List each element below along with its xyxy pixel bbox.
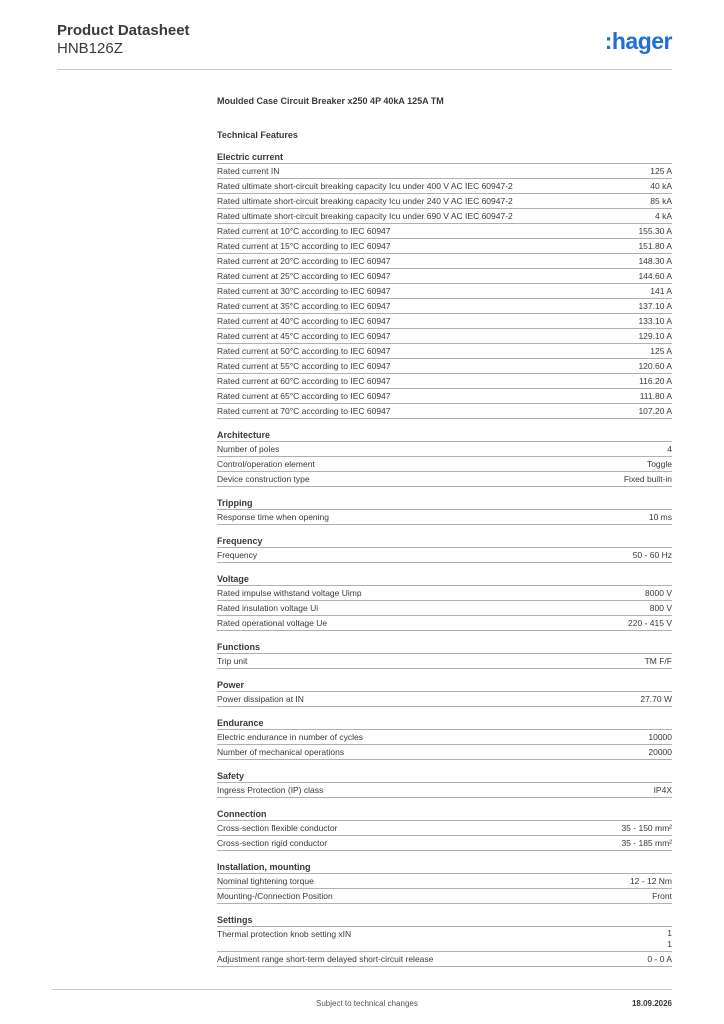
feature-label: Nominal tightening torque xyxy=(217,876,314,886)
feature-value-line: Fixed built-in xyxy=(623,474,672,484)
feature-row xyxy=(217,783,672,798)
feature-row xyxy=(217,194,672,209)
section-frequency xyxy=(217,534,672,563)
feature-row xyxy=(217,254,672,269)
feature-value-line: 151.80 A xyxy=(638,241,672,251)
feature-value-line: 35 - 150 mm² xyxy=(621,823,672,833)
feature-value-line: 137.10 A xyxy=(638,301,672,311)
section-title: Functions xyxy=(217,640,672,654)
feature-value-line: 1 xyxy=(667,939,672,949)
feature-row xyxy=(217,601,672,616)
feature-value xyxy=(638,359,672,373)
section-architecture xyxy=(217,428,672,487)
feature-label: Rated current at 45°C according to IEC 60947 xyxy=(217,331,391,341)
feature-row xyxy=(217,586,672,601)
feature-value xyxy=(638,254,672,268)
feature-value-line: 40 kA xyxy=(650,181,672,191)
feature-value-line: 125 A xyxy=(650,346,672,356)
feature-label: Rated current at 55°C according to IEC 60947 xyxy=(217,361,391,371)
feature-label: Rated ultimate short-circuit breaking capacity Icu under 400 V AC IEC 60947-2 xyxy=(217,181,513,191)
feature-row xyxy=(217,510,672,525)
feature-label: Rated current at 10°C according to IEC 60947 xyxy=(217,226,391,236)
feature-value-line: 155.30 A xyxy=(638,226,672,236)
feature-row xyxy=(217,692,672,707)
feature-label: Rated current at 50°C according to IEC 60947 xyxy=(217,346,391,356)
product-name: Moulded Case Circuit Breaker x250 4P 40kA 125A TM xyxy=(217,96,444,106)
feature-row xyxy=(217,404,672,419)
feature-label: Number of mechanical operations xyxy=(217,747,345,757)
feature-row xyxy=(217,616,672,631)
feature-value xyxy=(650,179,672,193)
feature-label: Electric endurance in number of cycles xyxy=(217,732,363,742)
section-voltage xyxy=(217,572,672,631)
feature-row xyxy=(217,284,672,299)
feature-row xyxy=(217,224,672,239)
feature-label: Power dissipation at IN xyxy=(217,694,304,704)
feature-value-line: 220 - 415 V xyxy=(628,618,672,628)
section-endurance xyxy=(217,716,672,760)
feature-value-line: 85 kA xyxy=(650,196,672,206)
feature-value xyxy=(638,224,672,238)
feature-label: Mounting-/Connection Position xyxy=(217,891,333,901)
section-tripping xyxy=(217,496,672,525)
feature-row xyxy=(217,209,672,224)
feature-value xyxy=(638,269,672,283)
section-title: Endurance xyxy=(217,716,672,730)
feature-value-line: 141 A xyxy=(650,286,672,296)
feature-value-line: 133.10 A xyxy=(638,316,672,326)
feature-value-line: Toggle xyxy=(646,459,672,469)
feature-value xyxy=(645,586,672,600)
feature-label: Rated insulation voltage Ui xyxy=(217,603,319,613)
feature-value-line: IP4X xyxy=(653,785,672,795)
feature-label: Rated current IN xyxy=(217,166,280,176)
feature-row xyxy=(217,821,672,836)
feature-value xyxy=(652,889,672,903)
feature-value-line: 111.80 A xyxy=(639,391,672,401)
document-header xyxy=(57,22,672,70)
feature-value xyxy=(639,374,672,388)
section-electric-current xyxy=(217,150,672,419)
technical-features-heading: Technical Features xyxy=(217,130,298,140)
feature-row xyxy=(217,889,672,904)
feature-label: Rated current at 70°C according to IEC 60947 xyxy=(217,406,391,416)
feature-row xyxy=(217,329,672,344)
feature-value xyxy=(640,389,672,403)
feature-row xyxy=(217,442,672,457)
feature-value-line: 125 A xyxy=(650,166,672,176)
section-functions xyxy=(217,640,672,669)
feature-value-line: 10 ms xyxy=(648,512,672,522)
feature-value-line: 107.20 A xyxy=(638,406,672,416)
feature-value xyxy=(650,344,672,358)
feature-label: Rated ultimate short-circuit breaking capacity Icu under 240 V AC IEC 60947-2 xyxy=(217,196,513,206)
feature-row xyxy=(217,299,672,314)
feature-label: Number of poles xyxy=(217,444,280,454)
feature-label: Cross-section rigid conductor xyxy=(217,838,328,848)
section-title: Installation, mounting xyxy=(217,860,672,874)
feature-value xyxy=(647,952,672,966)
feature-label: Thermal protection knob setting xIN xyxy=(217,929,352,939)
feature-row xyxy=(217,548,672,563)
feature-value-line: 148.30 A xyxy=(638,256,672,266)
feature-value xyxy=(621,821,672,835)
feature-row xyxy=(217,952,672,967)
feature-row xyxy=(217,654,672,669)
feature-label: Control/operation element xyxy=(217,459,315,469)
feature-value-line: 4 xyxy=(667,444,672,454)
section-title: Frequency xyxy=(217,534,672,548)
feature-value-line: 116.20 A xyxy=(639,376,672,386)
feature-value-line: 12 - 12 Nm xyxy=(629,876,672,886)
section-title: Electric current xyxy=(217,150,672,164)
feature-value xyxy=(667,442,672,456)
feature-value xyxy=(638,299,672,313)
datasheet-content xyxy=(217,96,672,967)
feature-label: Rated current at 60°C according to IEC 60947 xyxy=(217,376,391,386)
section-title: Safety xyxy=(217,769,672,783)
feature-row xyxy=(217,874,672,889)
feature-value xyxy=(648,745,672,759)
section-power xyxy=(217,678,672,707)
feature-value-line: Front xyxy=(652,891,672,901)
footer-note: Subject to technical changes xyxy=(316,999,418,1008)
feature-value xyxy=(628,616,672,630)
feature-value xyxy=(650,601,672,615)
feature-value xyxy=(640,692,672,706)
feature-label: Rated current at 30°C according to IEC 60947 xyxy=(217,286,391,296)
feature-label: Rated current at 25°C according to IEC 60947 xyxy=(217,271,391,281)
section-title: Voltage xyxy=(217,572,672,586)
feature-value-line: 27.70 W xyxy=(640,694,672,704)
feature-row xyxy=(217,359,672,374)
feature-value-line: 10000 xyxy=(648,732,672,742)
feature-label: Adjustment range short-term delayed short-circuit release xyxy=(217,954,434,964)
feature-value xyxy=(630,874,672,888)
section-title: Connection xyxy=(217,807,672,821)
document-title: Product Datasheet xyxy=(57,22,190,39)
feature-label: Device construction type xyxy=(217,474,310,484)
feature-value-line: TM F/F xyxy=(644,656,672,666)
section-settings xyxy=(217,913,672,967)
footer-date: 18.09.2026 xyxy=(631,999,672,1008)
feature-row xyxy=(217,164,672,179)
feature-value xyxy=(650,164,672,178)
feature-row xyxy=(217,239,672,254)
feature-value-line: 0 - 0 A xyxy=(647,954,672,964)
feature-row xyxy=(217,269,672,284)
feature-row xyxy=(217,745,672,760)
feature-value-line: 800 V xyxy=(649,603,672,613)
hager-logo: :hager xyxy=(604,28,672,54)
feature-value-line: 1 xyxy=(667,928,672,938)
feature-label: Rated current at 15°C according to IEC 60947 xyxy=(217,241,391,251)
feature-value xyxy=(650,194,672,208)
feature-value xyxy=(624,472,672,486)
section-title: Settings xyxy=(217,913,672,927)
feature-label: Rated ultimate short-circuit breaking capacity Icu under 690 V AC IEC 60947-2 xyxy=(217,211,513,221)
feature-row xyxy=(217,374,672,389)
feature-value xyxy=(645,654,672,668)
feature-value xyxy=(638,314,672,328)
feature-label: Frequency xyxy=(217,550,258,560)
feature-row xyxy=(217,389,672,404)
section-title: Power xyxy=(217,678,672,692)
feature-value xyxy=(633,548,672,562)
feature-value xyxy=(648,730,672,744)
feature-label: Rated operational voltage Ue xyxy=(217,618,328,628)
feature-row xyxy=(217,472,672,487)
feature-value xyxy=(667,927,672,951)
feature-label: Trip unit xyxy=(217,656,248,666)
feature-row xyxy=(217,344,672,359)
feature-label: Rated current at 40°C according to IEC 60947 xyxy=(217,316,391,326)
feature-row xyxy=(217,314,672,329)
feature-row xyxy=(217,179,672,194)
feature-row xyxy=(217,927,672,952)
feature-value xyxy=(638,404,672,418)
product-code: HNB126Z xyxy=(57,40,123,57)
feature-row xyxy=(217,730,672,745)
section-installation-mounting xyxy=(217,860,672,904)
feature-value-line: 120.60 A xyxy=(638,361,672,371)
feature-value-line: 129.10 A xyxy=(638,331,672,341)
feature-row xyxy=(217,836,672,851)
feature-label: Cross-section flexible conductor xyxy=(217,823,338,833)
section-title: Tripping xyxy=(217,496,672,510)
feature-label: Response time when opening xyxy=(217,512,329,522)
feature-label: Rated current at 35°C according to IEC 60947 xyxy=(217,301,391,311)
feature-label: Rated current at 20°C according to IEC 60947 xyxy=(217,256,391,266)
feature-value xyxy=(649,510,672,524)
feature-value-line: 20000 xyxy=(648,747,672,757)
feature-value-line: 50 - 60 Hz xyxy=(632,550,672,560)
feature-value xyxy=(621,836,672,850)
feature-value xyxy=(654,783,672,797)
feature-value xyxy=(650,284,672,298)
feature-value-line: 35 - 185 mm² xyxy=(621,838,672,848)
section-safety xyxy=(217,769,672,798)
feature-value-line: 4 kA xyxy=(654,211,672,221)
feature-value xyxy=(638,329,672,343)
feature-label: Ingress Protection (IP) class xyxy=(217,785,324,795)
feature-label: Rated impulse withstand voltage Uimp xyxy=(217,588,362,598)
feature-row xyxy=(217,457,672,472)
feature-value-line: 144.60 A xyxy=(638,271,672,281)
feature-value xyxy=(647,457,672,471)
feature-sections xyxy=(217,150,672,967)
section-title: Architecture xyxy=(217,428,672,442)
document-footer xyxy=(52,989,672,1008)
feature-value xyxy=(655,209,672,223)
feature-value-line: 8000 V xyxy=(645,588,672,598)
feature-label: Rated current at 65°C according to IEC 60947 xyxy=(217,391,391,401)
feature-value xyxy=(638,239,672,253)
section-connection xyxy=(217,807,672,851)
